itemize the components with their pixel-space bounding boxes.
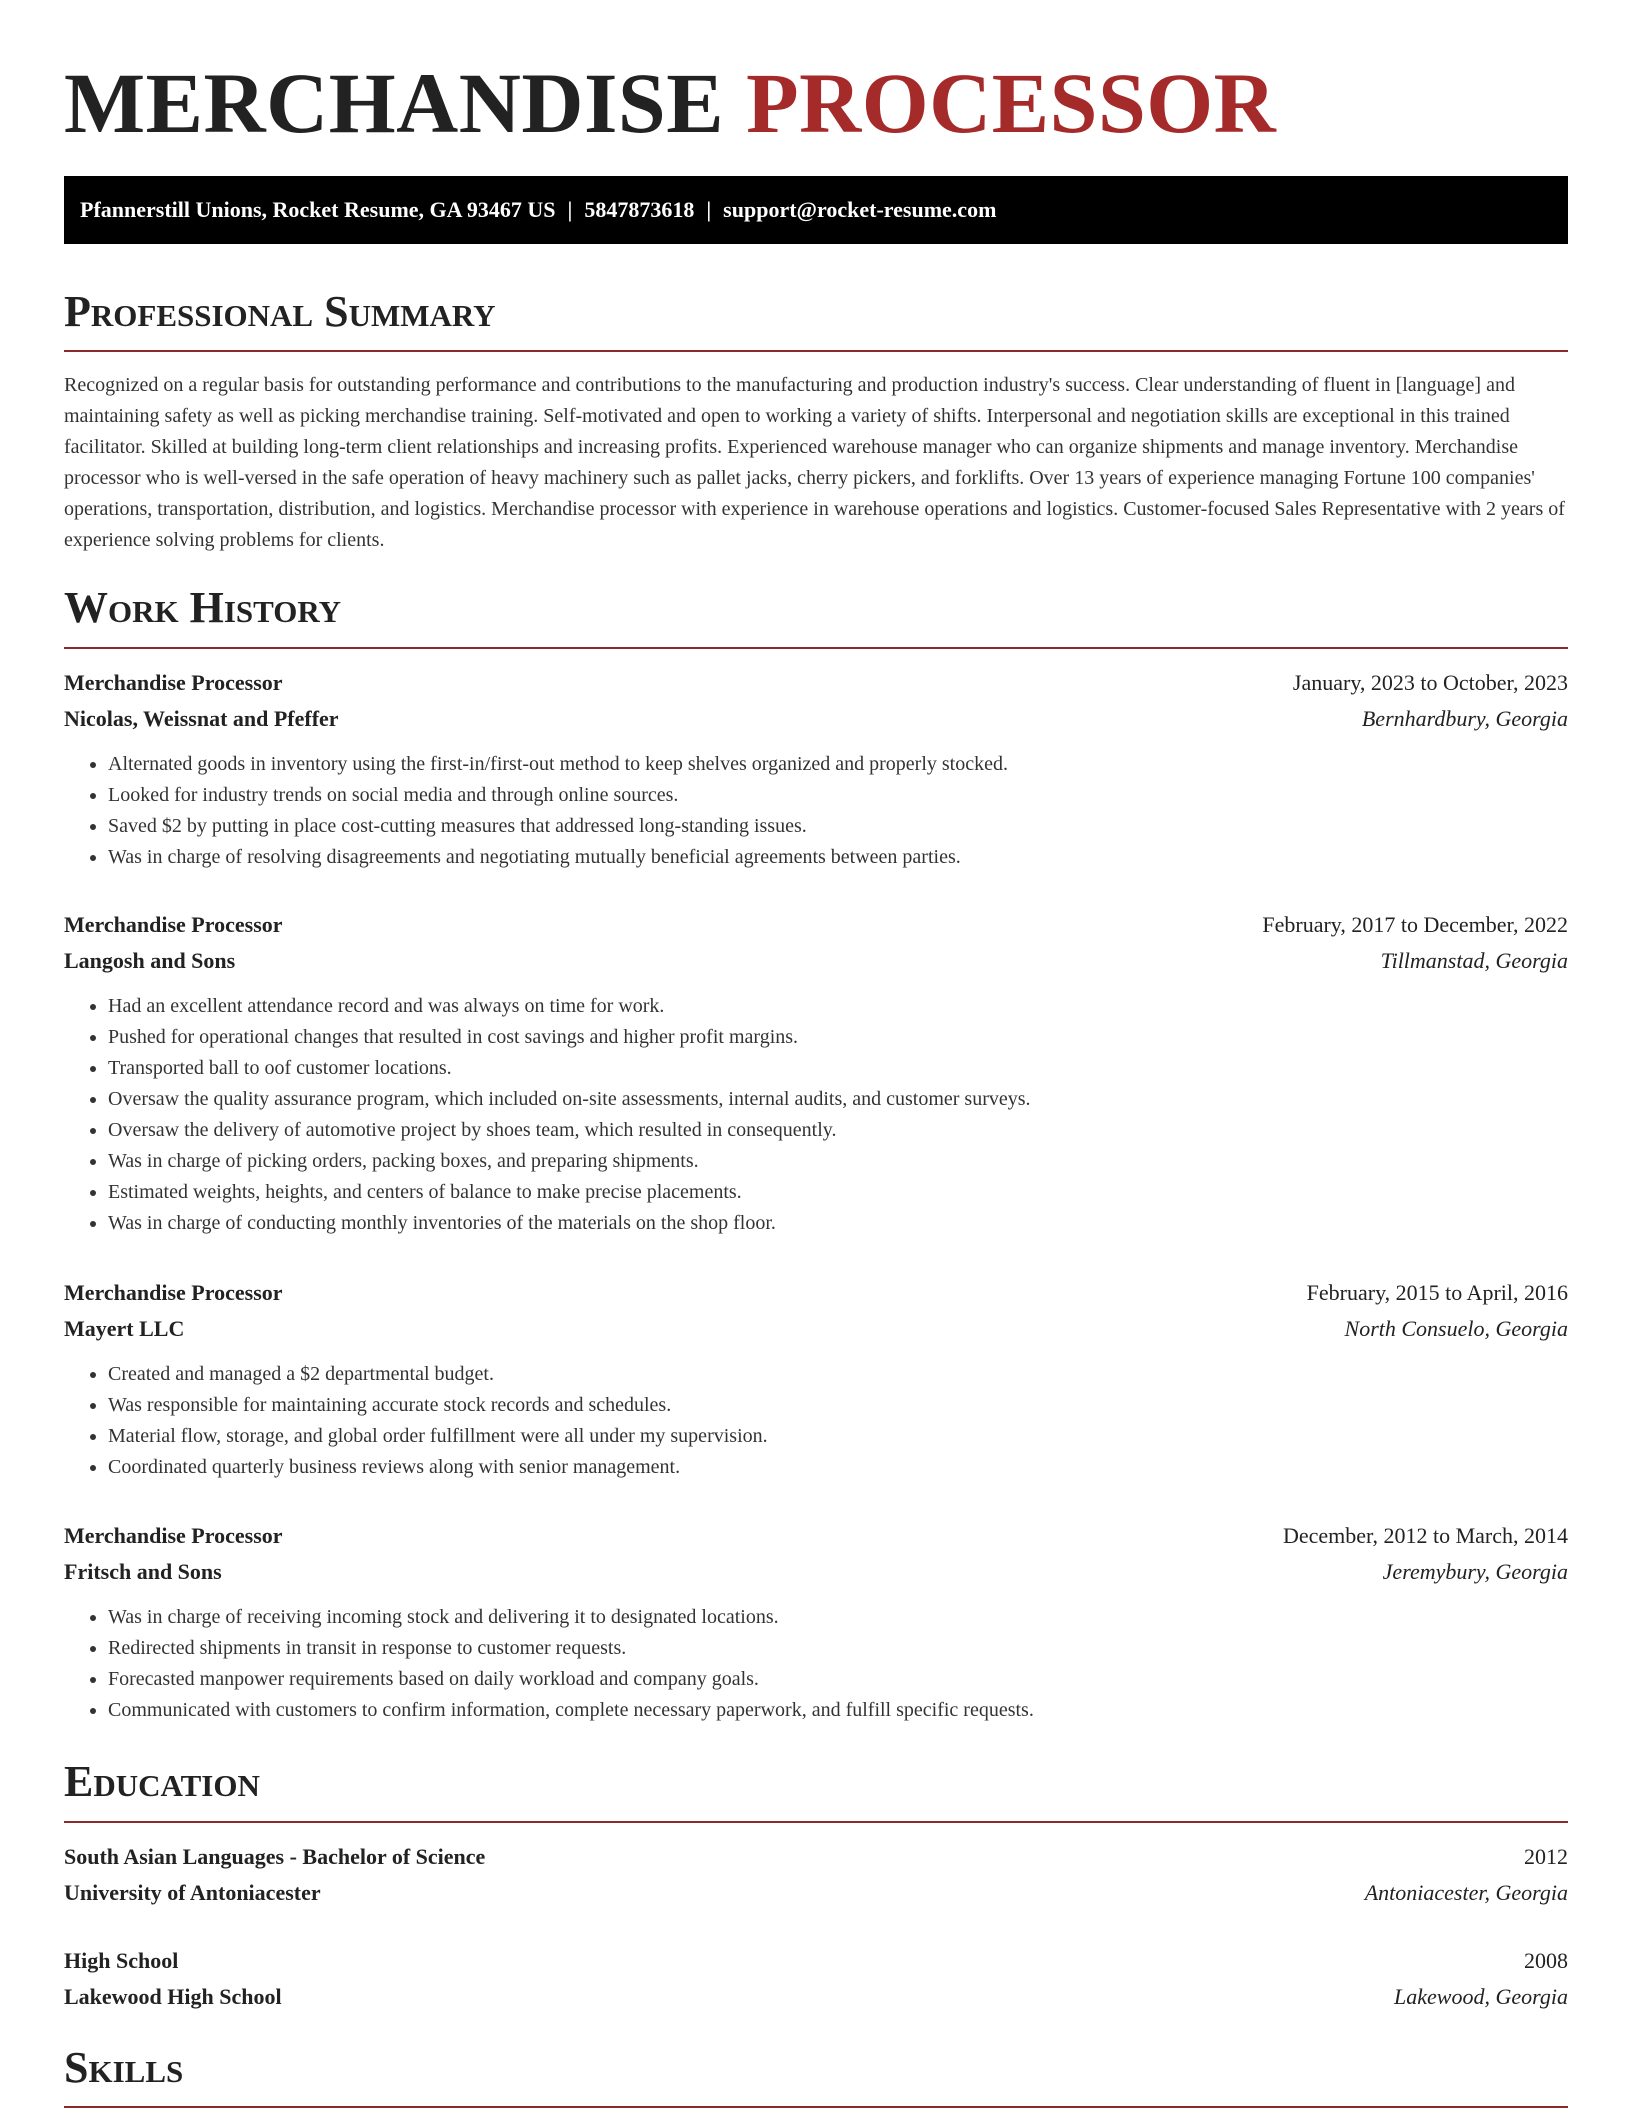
section-divider (64, 1821, 1568, 1823)
job-title: Merchandise Processor (64, 912, 283, 937)
contact-email: support@rocket-resume.com (723, 197, 997, 222)
section-divider (64, 647, 1568, 649)
job-bullet: • Coordinated quarterly business reviews along with senior management. (108, 1452, 1568, 1483)
job-bullet: • Estimated weights, heights, and centers of balance to make precise placements. (108, 1177, 1568, 1208)
job-bullet: • Transported ball to oof customer locations. (108, 1053, 1568, 1084)
section-divider (64, 2106, 1568, 2108)
job-bullet: • Oversaw the quality assurance program, which included on-site assessments, internal audits, and customer surveys. (108, 1084, 1568, 1115)
summary-text: Recognized on a regular basis for outstanding performance and contributions to the manufacturing and production industry's success. Clear understanding of fluent in [language] and maintaining safety as well as picking merchandise training. Self-motivated and open to working a variety of shifts. Interpersonal and negotiation skills are exceptional in this trained facilitator. Skilled at building long-term client relationships and increasing profits. Experienced warehouse manager who can organize shipments and manage inventory. Merchandise processor who is well-versed in the safe operation of heavy machinery such as pallet jacks, cherry pickers, and forklifts. Over 13 years of experience managing Fortune 100 companies' operations, transportation, distribution, and logistics. Merchandise processor with experience in warehouse operations and logistics. Customer-focused Sales Representative with 2 years of experience solving problems for clients. (64, 374, 1565, 551)
job-bullets (64, 1602, 1568, 1726)
job-company: Nicolas, Weissnat and Pfeffer (64, 706, 339, 731)
education-location: Lakewood, Georgia (1394, 1984, 1568, 2009)
job-location: Tillmanstad, Georgia (1380, 948, 1568, 973)
job-location: North Consuelo, Georgia (1344, 1316, 1568, 1341)
education-school: Lakewood High School (64, 1984, 282, 2009)
contact-address: Pfannerstill Unions, Rocket Resume, GA 93467 US (80, 197, 556, 222)
job-title: Merchandise Processor (64, 1523, 283, 1548)
education-year: 2012 (1524, 1844, 1568, 1869)
job-dates: February, 2015 to April, 2016 (1306, 1280, 1568, 1305)
contact-separator: | (706, 197, 712, 222)
job-title: Merchandise Processor (64, 670, 283, 695)
job-bullet: • Alternated goods in inventory using the first-in/first-out method to keep shelves organized and properly stocked. (108, 749, 1568, 780)
contact-phone: 5847873618 (584, 197, 695, 222)
education-location: Antoniacester, Georgia (1364, 1880, 1568, 1905)
job-bullet: • Communicated with customers to confirm information, complete necessary paperwork, and fulfill specific requests. (108, 1695, 1568, 1726)
title-word-1: MERCHANDISE (64, 55, 725, 151)
job-bullet: • Saved $2 by putting in place cost-cutting measures that addressed long-standing issues. (108, 811, 1568, 842)
job-bullet: • Created and managed a $2 departmental budget. (108, 1359, 1568, 1390)
job-bullet: • Was in charge of picking orders, packing boxes, and preparing shipments. (108, 1146, 1568, 1177)
job-bullet: • Had an excellent attendance record and was always on time for work. (108, 991, 1568, 1022)
job-entry (64, 1518, 1568, 1726)
job-bullet: • Forecasted manpower requirements based on daily workload and company goals. (108, 1664, 1568, 1695)
job-bullet: • Material flow, storage, and global order fulfillment were all under my supervision. (108, 1421, 1568, 1452)
job-bullets (64, 991, 1568, 1239)
education-degree: High School (64, 1948, 179, 1973)
work-history-heading: Work History (64, 583, 342, 632)
summary-heading: Professional Summary (64, 287, 496, 336)
resume-title (64, 52, 1276, 155)
job-entry (64, 665, 1568, 873)
job-title: Merchandise Processor (64, 1280, 283, 1305)
job-bullet: • Redirected shipments in transit in response to customer requests. (108, 1633, 1568, 1664)
job-bullet: • Was in charge of conducting monthly inventories of the materials on the shop floor. (108, 1208, 1568, 1239)
title-word-2: PROCESSOR (746, 55, 1277, 151)
job-bullet: • Was in charge of receiving incoming stock and delivering it to designated locations. (108, 1602, 1568, 1633)
job-company: Langosh and Sons (64, 948, 236, 973)
education-entry (64, 1943, 1568, 2015)
job-location: Bernhardbury, Georgia (1361, 706, 1568, 731)
job-location: Jeremybury, Georgia (1382, 1559, 1568, 1584)
job-bullet: • Was responsible for maintaining accurate stock records and schedules. (108, 1390, 1568, 1421)
job-bullets (64, 749, 1568, 873)
job-dates: December, 2012 to March, 2014 (1282, 1523, 1568, 1548)
job-bullet: • Was in charge of resolving disagreements and negotiating mutually beneficial agreements between parties. (108, 842, 1568, 873)
job-bullet: • Oversaw the delivery of automotive project by shoes team, which resulted in consequently. (108, 1115, 1568, 1146)
contact-bar (64, 176, 1568, 244)
job-bullets (64, 1359, 1568, 1483)
education-school: University of Antoniacester (64, 1880, 321, 1905)
education-heading: Education (64, 1757, 260, 1806)
job-entry (64, 1275, 1568, 1483)
job-bullet: • Looked for industry trends on social media and through online sources. (108, 780, 1568, 811)
section-divider (64, 350, 1568, 352)
education-entry (64, 1839, 1568, 1911)
job-dates: January, 2023 to October, 2023 (1292, 670, 1568, 695)
education-degree: South Asian Languages - Bachelor of Science (64, 1844, 486, 1869)
education-year: 2008 (1524, 1948, 1568, 1973)
skills-heading: Skills (64, 2043, 184, 2092)
job-bullet: • Pushed for operational changes that resulted in cost savings and higher profit margins. (108, 1022, 1568, 1053)
job-company: Fritsch and Sons (64, 1559, 222, 1584)
job-entry (64, 907, 1568, 1239)
job-dates: February, 2017 to December, 2022 (1262, 912, 1568, 937)
contact-separator: | (567, 197, 573, 222)
job-company: Mayert LLC (64, 1316, 185, 1341)
